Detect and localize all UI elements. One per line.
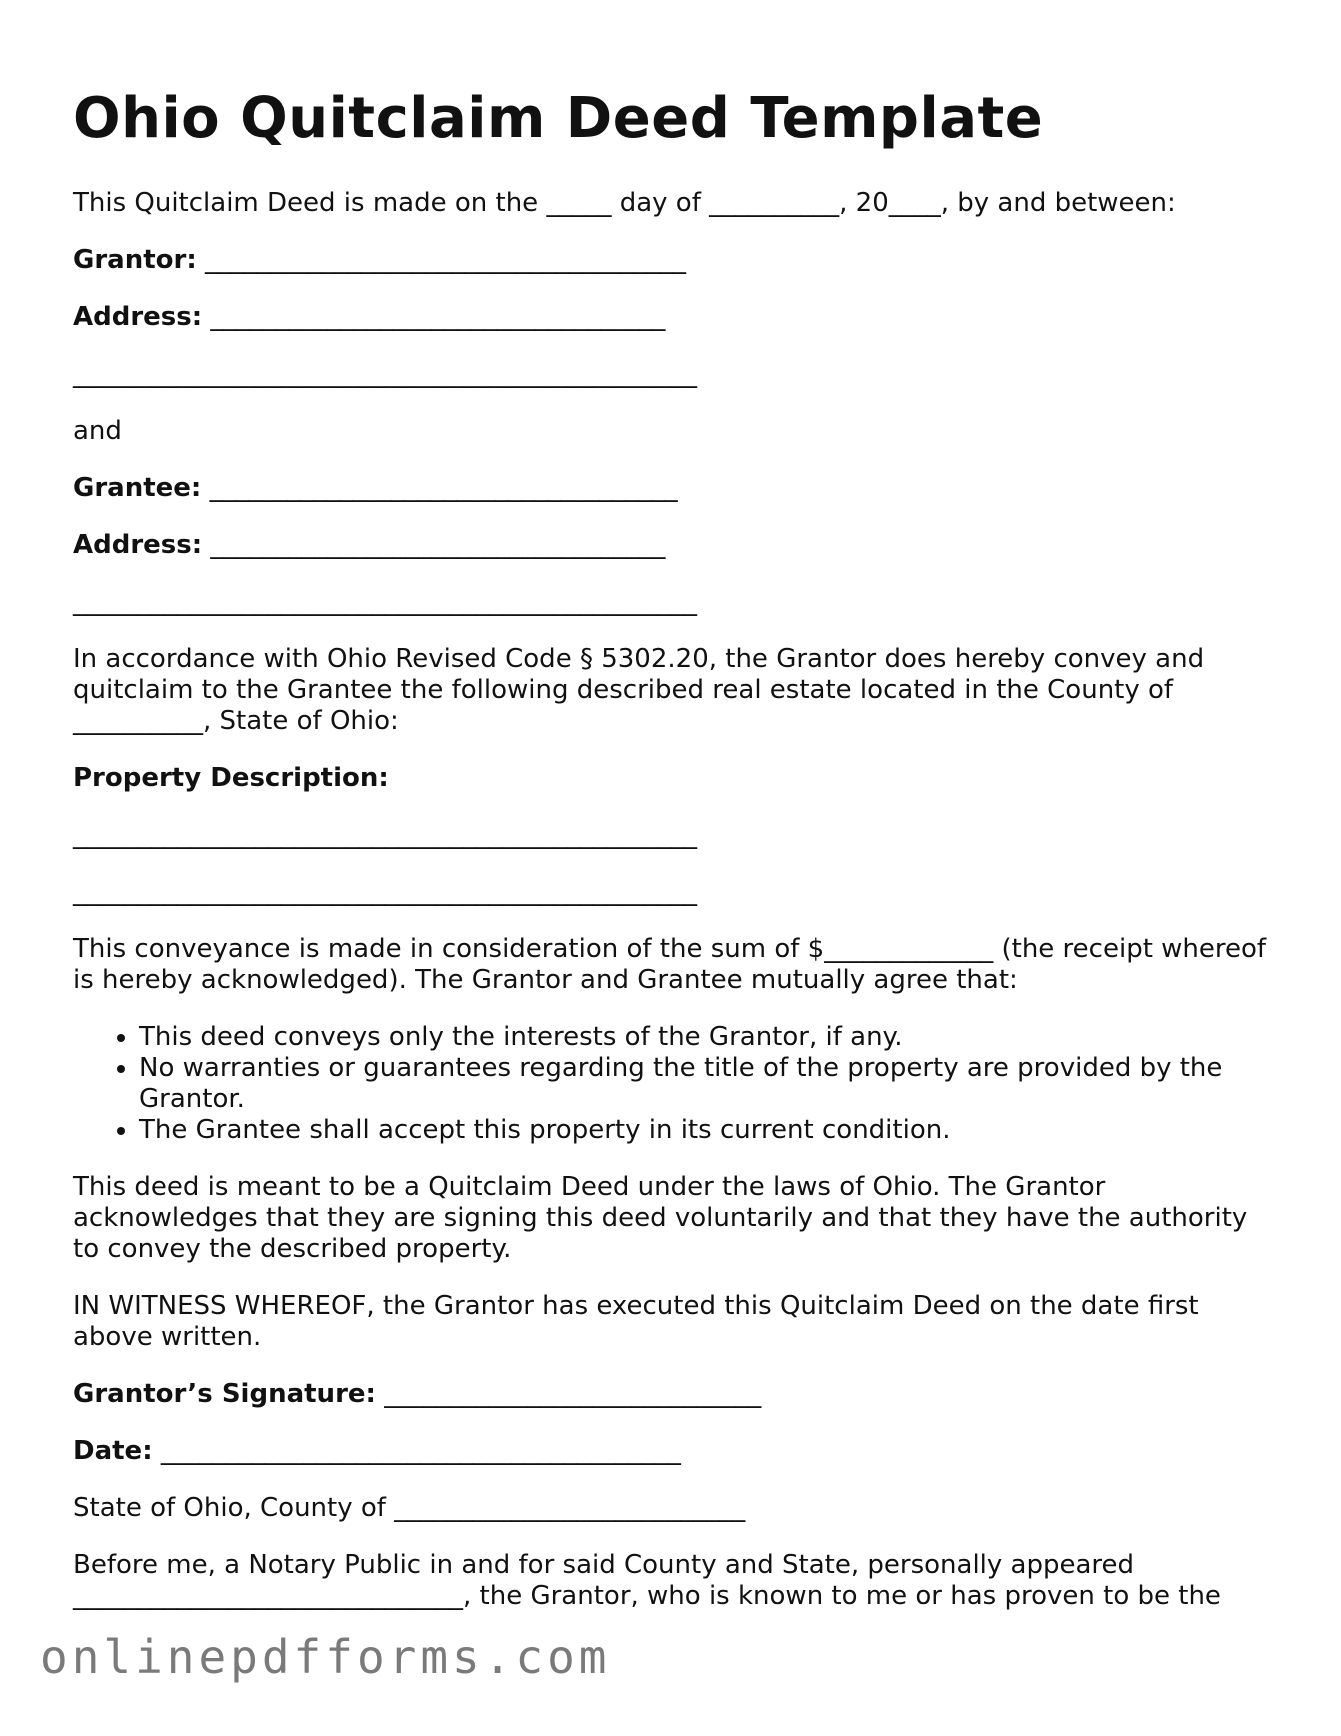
terms-list (73, 1022, 1273, 1146)
grantee-field (73, 473, 1273, 504)
grantor-address-line-2[interactable]: ________________________________________________ (73, 358, 697, 389)
date-field (73, 1436, 1273, 1467)
grantee-label: Grantee: (73, 472, 202, 503)
consideration-paragraph: This conveyance is made in consideration of the sum of $_____________ (the receipt whereof is hereby acknowledged). The Grantor and Grantee mutually agree that: (73, 933, 1275, 995)
date-label: Date: (73, 1435, 153, 1466)
grantee-line[interactable]: ____________________________________ (201, 472, 678, 503)
notary-paragraph: Before me, a Notary Public in and for said County and State, personally appeared ______________________________, the Grantor, who is known to me or has proven to be the (73, 1549, 1221, 1611)
grantor-address-field (73, 302, 1273, 333)
grantee-address-field (73, 530, 1273, 561)
witness-paragraph: IN WITNESS WHEREOF, the Grantor has executed this Quitclaim Deed on the date first above written. (73, 1290, 1207, 1352)
grantor-address-label: Address: (73, 301, 203, 332)
property-line-1[interactable]: ________________________________________________ (73, 819, 697, 850)
list-item: • The Grantee shall accept this property in its current condition. (139, 1115, 1273, 1146)
document-title: Ohio Quitclaim Deed Template (73, 86, 1044, 151)
list-item: • This deed conveys only the interests of the Grantor, if any. (139, 1022, 1273, 1053)
list-item: • No warranties or guarantees regarding the title of the property are provided by the Grantor. (139, 1053, 1273, 1115)
notary-county: State of Ohio, County of ___________________________ (73, 1492, 746, 1523)
signature-line[interactable]: _____________________________ (375, 1378, 762, 1409)
property-line-2[interactable]: ________________________________________________ (73, 876, 697, 907)
grantor-label: Grantor: (73, 244, 197, 275)
property-description-label: Property Description: (73, 762, 389, 793)
quitclaim-paragraph: This deed is meant to be a Quitclaim Deed under the laws of Ohio. The Grantor acknowledges that they are signing this deed voluntarily and that they have the authority to convey the described property. (73, 1171, 1256, 1264)
grantor-address-line[interactable]: ___________________________________ (202, 301, 666, 332)
watermark-logo: onlinepdfforms.com (40, 1630, 611, 1684)
grantee-address-line-2[interactable]: ________________________________________________ (73, 586, 697, 617)
and-text: and (73, 415, 122, 446)
signature-label: Grantor’s Signature: (73, 1378, 376, 1409)
date-line[interactable]: ________________________________________ (152, 1435, 681, 1466)
signature-field (73, 1379, 1273, 1410)
intro-paragraph: This Quitclaim Deed is made on the _____ day of __________, 20____, by and between: (73, 187, 1176, 218)
grantor-field (73, 245, 1273, 276)
grantee-address-line[interactable]: ___________________________________ (202, 529, 666, 560)
grantor-line[interactable]: _____________________________________ (196, 244, 686, 275)
conveyance-paragraph: In accordance with Ohio Revised Code § 5302.20, the Grantor does hereby convey and quitclaim to the Grantee the following described real estate located in the County of __________, State of Ohio: (73, 643, 1213, 736)
deed-document (73, 88, 1273, 1638)
grantee-address-label: Address: (73, 529, 203, 560)
property-description-heading (73, 763, 1273, 794)
